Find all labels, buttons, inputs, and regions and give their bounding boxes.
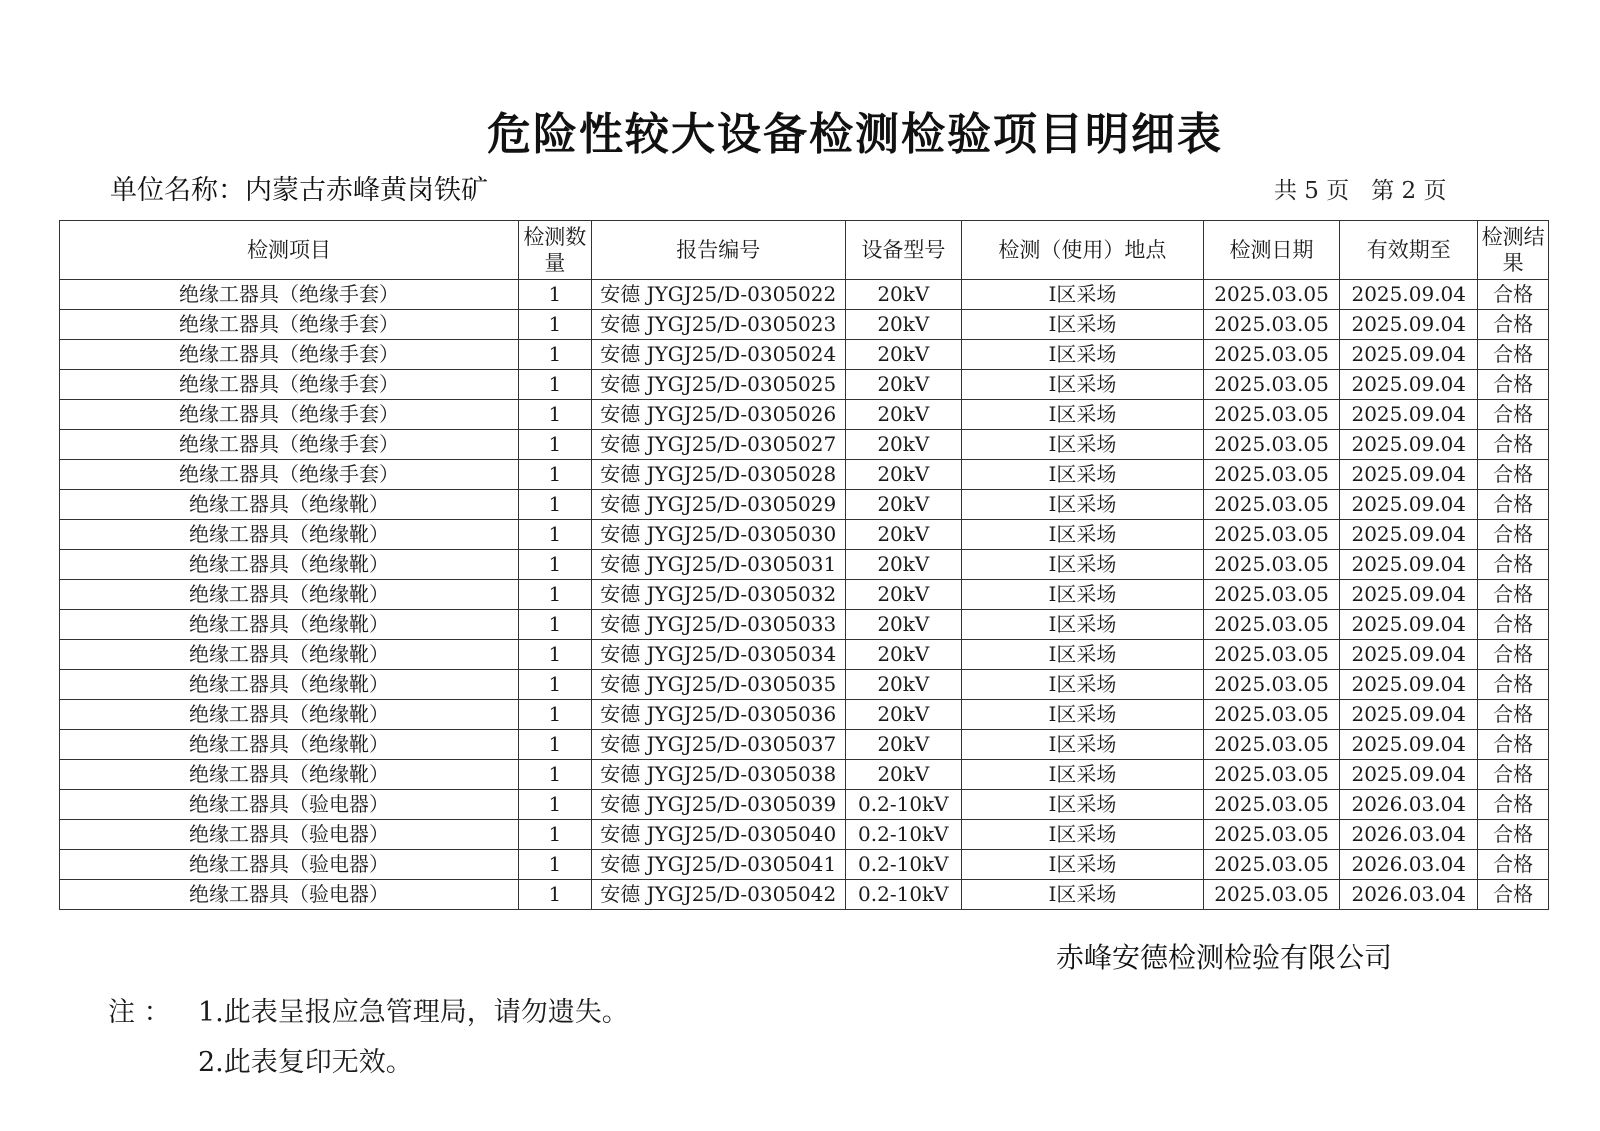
cell-inspection-date: 2025.03.05	[1203, 610, 1339, 640]
table-row	[60, 400, 1549, 430]
cell-model: 20kV	[845, 700, 961, 730]
cell-inspection-item: 绝缘工器具（绝缘手套）	[60, 460, 519, 490]
cell-model: 0.2-10kV	[845, 820, 961, 850]
cell-result: 合格	[1478, 610, 1549, 640]
cell-quantity: 1	[519, 280, 592, 310]
table-header-row	[60, 221, 1549, 280]
cell-inspection-item: 绝缘工器具（绝缘手套）	[60, 340, 519, 370]
cell-location: Ⅰ区采场	[961, 850, 1203, 880]
header-model: 设备型号	[845, 221, 961, 280]
cell-inspection-date: 2025.03.05	[1203, 760, 1339, 790]
table-row	[60, 310, 1549, 340]
cell-quantity: 1	[519, 550, 592, 580]
cell-inspection-item: 绝缘工器具（绝缘靴）	[60, 700, 519, 730]
cell-model: 20kV	[845, 460, 961, 490]
cell-report-number: 安德 JYGJ25/D-0305036	[591, 700, 845, 730]
cell-inspection-date: 2025.03.05	[1203, 340, 1339, 370]
cell-quantity: 1	[519, 670, 592, 700]
cell-inspection-date: 2025.03.05	[1203, 670, 1339, 700]
cell-valid-until: 2026.03.04	[1340, 880, 1478, 910]
cell-inspection-item: 绝缘工器具（验电器）	[60, 820, 519, 850]
table-row	[60, 880, 1549, 910]
cell-report-number: 安德 JYGJ25/D-0305042	[591, 880, 845, 910]
cell-quantity: 1	[519, 340, 592, 370]
cell-quantity: 1	[519, 520, 592, 550]
cell-valid-until: 2025.09.04	[1340, 550, 1478, 580]
cell-report-number: 安德 JYGJ25/D-0305029	[591, 490, 845, 520]
cell-model: 0.2-10kV	[845, 880, 961, 910]
cell-valid-until: 2025.09.04	[1340, 730, 1478, 760]
cell-quantity: 1	[519, 490, 592, 520]
cell-inspection-date: 2025.03.05	[1203, 820, 1339, 850]
cell-model: 20kV	[845, 310, 961, 340]
table-row	[60, 520, 1549, 550]
cell-quantity: 1	[519, 460, 592, 490]
cell-report-number: 安德 JYGJ25/D-0305034	[591, 640, 845, 670]
cell-inspection-date: 2025.03.05	[1203, 550, 1339, 580]
cell-valid-until: 2025.09.04	[1340, 760, 1478, 790]
cell-model: 20kV	[845, 640, 961, 670]
cell-location: Ⅰ区采场	[961, 280, 1203, 310]
table-row	[60, 610, 1549, 640]
cell-result: 合格	[1478, 310, 1549, 340]
cell-result: 合格	[1478, 430, 1549, 460]
table-row	[60, 700, 1549, 730]
header-quantity: 检测数量	[519, 221, 592, 280]
cell-result: 合格	[1478, 340, 1549, 370]
table-row	[60, 550, 1549, 580]
cell-model: 20kV	[845, 280, 961, 310]
cell-inspection-item: 绝缘工器具（绝缘手套）	[60, 370, 519, 400]
table-row	[60, 280, 1549, 310]
cell-inspection-item: 绝缘工器具（绝缘靴）	[60, 490, 519, 520]
cell-valid-until: 2025.09.04	[1340, 310, 1478, 340]
cell-report-number: 安德 JYGJ25/D-0305027	[591, 430, 845, 460]
cell-location: Ⅰ区采场	[961, 700, 1203, 730]
cell-location: Ⅰ区采场	[961, 400, 1203, 430]
cell-valid-until: 2025.09.04	[1340, 460, 1478, 490]
cell-model: 0.2-10kV	[845, 790, 961, 820]
cell-result: 合格	[1478, 880, 1549, 910]
table-row	[60, 430, 1549, 460]
table-row	[60, 490, 1549, 520]
cell-model: 20kV	[845, 730, 961, 760]
cell-valid-until: 2026.03.04	[1340, 790, 1478, 820]
cell-valid-until: 2025.09.04	[1340, 280, 1478, 310]
cell-quantity: 1	[519, 880, 592, 910]
header-report-number: 报告编号	[591, 221, 845, 280]
cell-result: 合格	[1478, 580, 1549, 610]
cell-result: 合格	[1478, 400, 1549, 430]
cell-valid-until: 2026.03.04	[1340, 820, 1478, 850]
header-inspection-date: 检测日期	[1203, 221, 1339, 280]
cell-report-number: 安德 JYGJ25/D-0305025	[591, 370, 845, 400]
cell-inspection-date: 2025.03.05	[1203, 400, 1339, 430]
cell-result: 合格	[1478, 520, 1549, 550]
cell-location: Ⅰ区采场	[961, 370, 1203, 400]
cell-inspection-item: 绝缘工器具（绝缘靴）	[60, 760, 519, 790]
cell-result: 合格	[1478, 640, 1549, 670]
cell-result: 合格	[1478, 460, 1549, 490]
cell-result: 合格	[1478, 550, 1549, 580]
cell-inspection-date: 2025.03.05	[1203, 280, 1339, 310]
cell-inspection-item: 绝缘工器具（绝缘靴）	[60, 730, 519, 760]
cell-inspection-date: 2025.03.05	[1203, 310, 1339, 340]
cell-location: Ⅰ区采场	[961, 640, 1203, 670]
cell-model: 20kV	[845, 400, 961, 430]
cell-quantity: 1	[519, 640, 592, 670]
cell-model: 20kV	[845, 550, 961, 580]
cell-quantity: 1	[519, 700, 592, 730]
company-name: 赤峰安德检测检验有限公司	[1056, 941, 1393, 974]
inspection-table	[59, 220, 1549, 910]
cell-inspection-date: 2025.03.05	[1203, 790, 1339, 820]
cell-inspection-item: 绝缘工器具（绝缘手套）	[60, 430, 519, 460]
cell-inspection-item: 绝缘工器具（绝缘靴）	[60, 640, 519, 670]
cell-quantity: 1	[519, 730, 592, 760]
note-item-2: 2.此表复印无效。	[198, 1047, 413, 1078]
cell-inspection-date: 2025.03.05	[1203, 850, 1339, 880]
note-item-1: 1.此表呈报应急管理局，请勿遗失。	[198, 997, 629, 1028]
table-row	[60, 790, 1549, 820]
cell-report-number: 安德 JYGJ25/D-0305024	[591, 340, 845, 370]
cell-result: 合格	[1478, 790, 1549, 820]
table-row	[60, 580, 1549, 610]
cell-inspection-date: 2025.03.05	[1203, 700, 1339, 730]
cell-model: 20kV	[845, 670, 961, 700]
table-row	[60, 460, 1549, 490]
unit-name: 单位名称：内蒙古赤峰黄岗铁矿	[110, 175, 488, 206]
cell-location: Ⅰ区采场	[961, 430, 1203, 460]
cell-report-number: 安德 JYGJ25/D-0305038	[591, 760, 845, 790]
cell-result: 合格	[1478, 670, 1549, 700]
cell-model: 20kV	[845, 610, 961, 640]
cell-report-number: 安德 JYGJ25/D-0305032	[591, 580, 845, 610]
cell-valid-until: 2025.09.04	[1340, 640, 1478, 670]
cell-location: Ⅰ区采场	[961, 550, 1203, 580]
cell-location: Ⅰ区采场	[961, 520, 1203, 550]
page-info: 共 5 页 第 2 页	[1274, 178, 1447, 204]
cell-location: Ⅰ区采场	[961, 730, 1203, 760]
document-title: 危险性较大设备检测检验项目明细表	[487, 109, 1223, 160]
table-row	[60, 820, 1549, 850]
table-body	[60, 280, 1549, 910]
header-result: 检测结果	[1478, 221, 1549, 280]
cell-model: 20kV	[845, 430, 961, 460]
cell-report-number: 安德 JYGJ25/D-0305030	[591, 520, 845, 550]
header-inspection-item: 检测项目	[60, 221, 519, 280]
table-row	[60, 850, 1549, 880]
cell-inspection-item: 绝缘工器具（绝缘靴）	[60, 610, 519, 640]
header-location: 检测（使用）地点	[961, 221, 1203, 280]
cell-valid-until: 2025.09.04	[1340, 400, 1478, 430]
cell-inspection-item: 绝缘工器具（绝缘靴）	[60, 550, 519, 580]
cell-inspection-item: 绝缘工器具（绝缘靴）	[60, 520, 519, 550]
cell-model: 20kV	[845, 370, 961, 400]
cell-inspection-date: 2025.03.05	[1203, 370, 1339, 400]
cell-inspection-item: 绝缘工器具（绝缘手套）	[60, 280, 519, 310]
cell-report-number: 安德 JYGJ25/D-0305037	[591, 730, 845, 760]
cell-inspection-item: 绝缘工器具（验电器）	[60, 790, 519, 820]
cell-report-number: 安德 JYGJ25/D-0305041	[591, 850, 845, 880]
cell-valid-until: 2025.09.04	[1340, 520, 1478, 550]
cell-valid-until: 2025.09.04	[1340, 610, 1478, 640]
cell-inspection-date: 2025.03.05	[1203, 520, 1339, 550]
cell-quantity: 1	[519, 400, 592, 430]
cell-report-number: 安德 JYGJ25/D-0305026	[591, 400, 845, 430]
cell-report-number: 安德 JYGJ25/D-0305033	[591, 610, 845, 640]
cell-location: Ⅰ区采场	[961, 340, 1203, 370]
cell-inspection-date: 2025.03.05	[1203, 460, 1339, 490]
cell-valid-until: 2025.09.04	[1340, 700, 1478, 730]
cell-valid-until: 2025.09.04	[1340, 430, 1478, 460]
table-row	[60, 730, 1549, 760]
cell-inspection-date: 2025.03.05	[1203, 580, 1339, 610]
cell-quantity: 1	[519, 370, 592, 400]
cell-quantity: 1	[519, 820, 592, 850]
cell-model: 20kV	[845, 520, 961, 550]
cell-inspection-date: 2025.03.05	[1203, 490, 1339, 520]
cell-inspection-item: 绝缘工器具（绝缘手套）	[60, 400, 519, 430]
cell-quantity: 1	[519, 310, 592, 340]
cell-valid-until: 2025.09.04	[1340, 670, 1478, 700]
cell-location: Ⅰ区采场	[961, 820, 1203, 850]
cell-quantity: 1	[519, 580, 592, 610]
cell-result: 合格	[1478, 490, 1549, 520]
cell-location: Ⅰ区采场	[961, 610, 1203, 640]
cell-quantity: 1	[519, 610, 592, 640]
cell-location: Ⅰ区采场	[961, 790, 1203, 820]
header-valid-until: 有效期至	[1340, 221, 1478, 280]
cell-valid-until: 2025.09.04	[1340, 580, 1478, 610]
cell-quantity: 1	[519, 850, 592, 880]
cell-inspection-item: 绝缘工器具（绝缘靴）	[60, 580, 519, 610]
cell-result: 合格	[1478, 760, 1549, 790]
cell-valid-until: 2025.09.04	[1340, 490, 1478, 520]
cell-valid-until: 2025.09.04	[1340, 340, 1478, 370]
cell-inspection-date: 2025.03.05	[1203, 880, 1339, 910]
table-row	[60, 340, 1549, 370]
cell-location: Ⅰ区采场	[961, 310, 1203, 340]
cell-inspection-date: 2025.03.05	[1203, 430, 1339, 460]
cell-inspection-date: 2025.03.05	[1203, 640, 1339, 670]
cell-report-number: 安德 JYGJ25/D-0305023	[591, 310, 845, 340]
cell-report-number: 安德 JYGJ25/D-0305031	[591, 550, 845, 580]
cell-result: 合格	[1478, 700, 1549, 730]
cell-location: Ⅰ区采场	[961, 460, 1203, 490]
cell-report-number: 安德 JYGJ25/D-0305035	[591, 670, 845, 700]
cell-location: Ⅰ区采场	[961, 670, 1203, 700]
notes-label: 注 ：	[108, 997, 171, 1028]
cell-model: 20kV	[845, 760, 961, 790]
cell-model: 20kV	[845, 340, 961, 370]
table-row	[60, 760, 1549, 790]
cell-report-number: 安德 JYGJ25/D-0305028	[591, 460, 845, 490]
cell-valid-until: 2025.09.04	[1340, 370, 1478, 400]
table-row	[60, 670, 1549, 700]
cell-model: 20kV	[845, 490, 961, 520]
cell-result: 合格	[1478, 730, 1549, 760]
cell-result: 合格	[1478, 370, 1549, 400]
cell-quantity: 1	[519, 790, 592, 820]
cell-model: 20kV	[845, 580, 961, 610]
cell-inspection-item: 绝缘工器具（验电器）	[60, 850, 519, 880]
cell-quantity: 1	[519, 430, 592, 460]
cell-inspection-item: 绝缘工器具（绝缘手套）	[60, 310, 519, 340]
cell-result: 合格	[1478, 820, 1549, 850]
cell-report-number: 安德 JYGJ25/D-0305040	[591, 820, 845, 850]
cell-location: Ⅰ区采场	[961, 880, 1203, 910]
cell-quantity: 1	[519, 760, 592, 790]
cell-result: 合格	[1478, 280, 1549, 310]
table-row	[60, 370, 1549, 400]
cell-model: 0.2-10kV	[845, 850, 961, 880]
cell-inspection-item: 绝缘工器具（绝缘靴）	[60, 670, 519, 700]
cell-report-number: 安德 JYGJ25/D-0305022	[591, 280, 845, 310]
cell-inspection-date: 2025.03.05	[1203, 730, 1339, 760]
cell-location: Ⅰ区采场	[961, 490, 1203, 520]
cell-location: Ⅰ区采场	[961, 580, 1203, 610]
cell-report-number: 安德 JYGJ25/D-0305039	[591, 790, 845, 820]
cell-inspection-item: 绝缘工器具（验电器）	[60, 880, 519, 910]
cell-location: Ⅰ区采场	[961, 760, 1203, 790]
cell-valid-until: 2026.03.04	[1340, 850, 1478, 880]
cell-result: 合格	[1478, 850, 1549, 880]
table-row	[60, 640, 1549, 670]
